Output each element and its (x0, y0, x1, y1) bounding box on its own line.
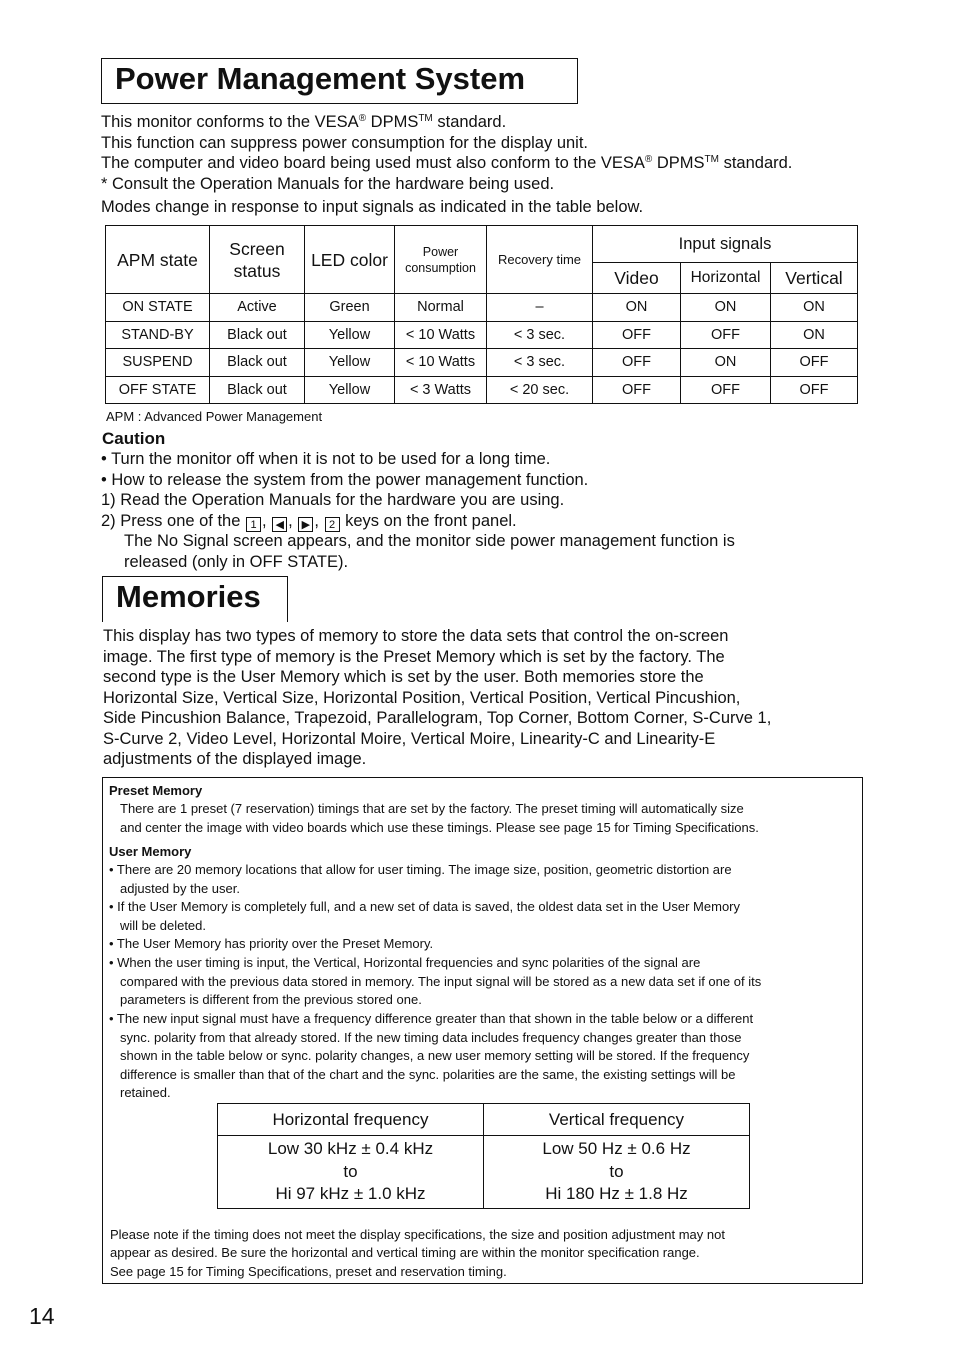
power-line-2: This function can suppress power consumption for the display unit. (101, 134, 589, 152)
user-line-1: • There are 20 memory locations that allow for user timing. The image size, position, geometric distortion are (109, 862, 732, 877)
horizontal-frequency-range: Low 30 kHz ± 0.4 kHz to Hi 97 kHz ± 1.0 kHz (218, 1136, 484, 1209)
memories-line-1: This display has two types of memory to store the data sets that control the on-screen (103, 627, 729, 645)
caution-line-5: The No Signal screen appears, and the monitor side power management function is (124, 532, 735, 550)
timing-note-line-1: Please note if the timing does not meet the display specifications, the size and position adjustment may not (110, 1227, 725, 1242)
power-line-4: * Consult the Operation Manuals for the hardware being used. (101, 175, 555, 193)
caution-line-2: • How to release the system from the power management function. (101, 471, 589, 489)
header-vertical-frequency: Vertical frequency (484, 1104, 750, 1136)
user-line-12: difference is smaller than that of the chart and the sync. polarities are the same, the existing settings will be (120, 1067, 736, 1082)
memories-line-4: Horizontal Size, Vertical Size, Horizontal Position, Vertical Position, Vertical Pincushion, (103, 689, 741, 707)
user-line-11: shown in the table below or sync. polarity changes, a new user memory setting will be stored. If the frequency (120, 1048, 750, 1063)
key-1-icon: 1 (246, 517, 261, 532)
key-2-icon: 2 (325, 517, 340, 532)
header-led-color: LED color (305, 226, 395, 294)
user-line-13: retained. (120, 1085, 171, 1100)
user-line-5: • The User Memory has priority over the Preset Memory. (109, 936, 434, 951)
user-memory-heading: User Memory (109, 844, 192, 859)
memories-line-6: S-Curve 2, Video Level, Horizontal Moire, Vertical Moire, Linearity-C and Linearity-E (103, 730, 716, 748)
caution-heading: Caution (102, 429, 166, 448)
table-row: STAND-BY Black out Yellow < 10 Watts < 3 sec. OFF OFF ON (106, 321, 858, 349)
user-line-10: sync. polarity from that already stored. If the new timing data includes frequency changes greater than those (120, 1030, 742, 1045)
power-management-title-text: Power Management System (115, 61, 526, 96)
header-power-consumption: Power consumption (395, 226, 487, 294)
table-row: OFF STATE Black out Yellow < 3 Watts < 20 sec. OFF OFF OFF (106, 376, 858, 404)
header-screen-status: Screen status (210, 226, 305, 294)
apm-footnote: APM : Advanced Power Management (106, 409, 323, 424)
power-line-1: This monitor conforms to the VESA® DPMS™ standard. (101, 113, 507, 131)
memories-title (102, 576, 288, 622)
caution-line-3: 1) Read the Operation Manuals for the hardware you are using. (101, 491, 565, 509)
memories-line-7: adjustments of the displayed image. (103, 750, 367, 768)
caution-line-6: released (only in OFF STATE). (124, 553, 349, 571)
power-line-5: Modes change in response to input signals as indicated in the table below. (101, 198, 644, 216)
preset-line-2: and center the image with video boards which use these timings. Please see page 15 for Timing Specifications. (120, 820, 759, 835)
header-horizontal: Horizontal (681, 263, 771, 294)
memories-title-text: Memories (116, 579, 261, 614)
header-horizontal-frequency: Horizontal frequency (218, 1104, 484, 1136)
user-line-8: parameters is different from the previous stored one. (120, 992, 422, 1007)
header-vertical: Vertical (771, 263, 858, 294)
header-apm-state: APM state (106, 226, 210, 294)
key-left-arrow-icon: ◀ (272, 517, 287, 532)
user-line-4: will be deleted. (120, 918, 206, 933)
header-video: Video (593, 263, 681, 294)
vertical-frequency-range: Low 50 Hz ± 0.6 Hz to Hi 180 Hz ± 1.8 Hz (484, 1136, 750, 1209)
timing-note-line-2: appear as desired. Be sure the horizontal and vertical timing are within the monitor specification range. (110, 1245, 700, 1260)
page-number: 14 (29, 1303, 55, 1329)
user-line-3: • If the User Memory is completely full, and a new set of data is saved, the oldest data set in the User Memory (109, 899, 741, 914)
user-line-9: • The new input signal must have a frequency difference greater than that shown in the table below or a different (109, 1011, 754, 1026)
memories-line-2: image. The first type of memory is the Preset Memory which is set by the factory. The (103, 648, 725, 666)
header-input-signals: Input signals (593, 226, 858, 263)
user-line-6: • When the user timing is input, the Vertical, Horizontal frequencies and sync polarities of the signal are (109, 955, 701, 970)
preset-line-1: There are 1 preset (7 reservation) timings that are set by the factory. The preset timing will automatically size (120, 801, 744, 816)
timing-note-line-3: See page 15 for Timing Specifications, preset and reservation timing. (110, 1264, 507, 1279)
power-line-3: The computer and video board being used must also conform to the VESA® DPMS™ standard. (101, 154, 793, 172)
frequency-table (217, 1103, 750, 1209)
apm-state-table (105, 225, 858, 404)
caution-line-4: 2) Press one of the 1 , ◀ , ▶ , 2 keys on the front panel. (101, 512, 517, 531)
header-recovery-time: Recovery time (487, 226, 593, 294)
key-right-arrow-icon: ▶ (298, 517, 313, 532)
user-line-7: compared with the previous data stored in memory. The input signal will be stored as a new data set if one of its (120, 974, 762, 989)
caution-line-1: • Turn the monitor off when it is not to be used for a long time. (101, 450, 551, 468)
preset-memory-heading: Preset Memory (109, 783, 203, 798)
table-row: ON STATE Active Green Normal – ON ON ON (106, 294, 858, 322)
table-row: SUSPEND Black out Yellow < 10 Watts < 3 sec. OFF ON OFF (106, 349, 858, 377)
memories-line-5: Side Pincushion Balance, Trapezoid, Parallelogram, Top Corner, Bottom Corner, S-Curve 1, (103, 709, 772, 727)
memories-line-3: second type is the User Memory which is set by the user. Both memories store the (103, 668, 704, 686)
power-management-title (101, 58, 578, 104)
user-line-2: adjusted by the user. (120, 881, 240, 896)
